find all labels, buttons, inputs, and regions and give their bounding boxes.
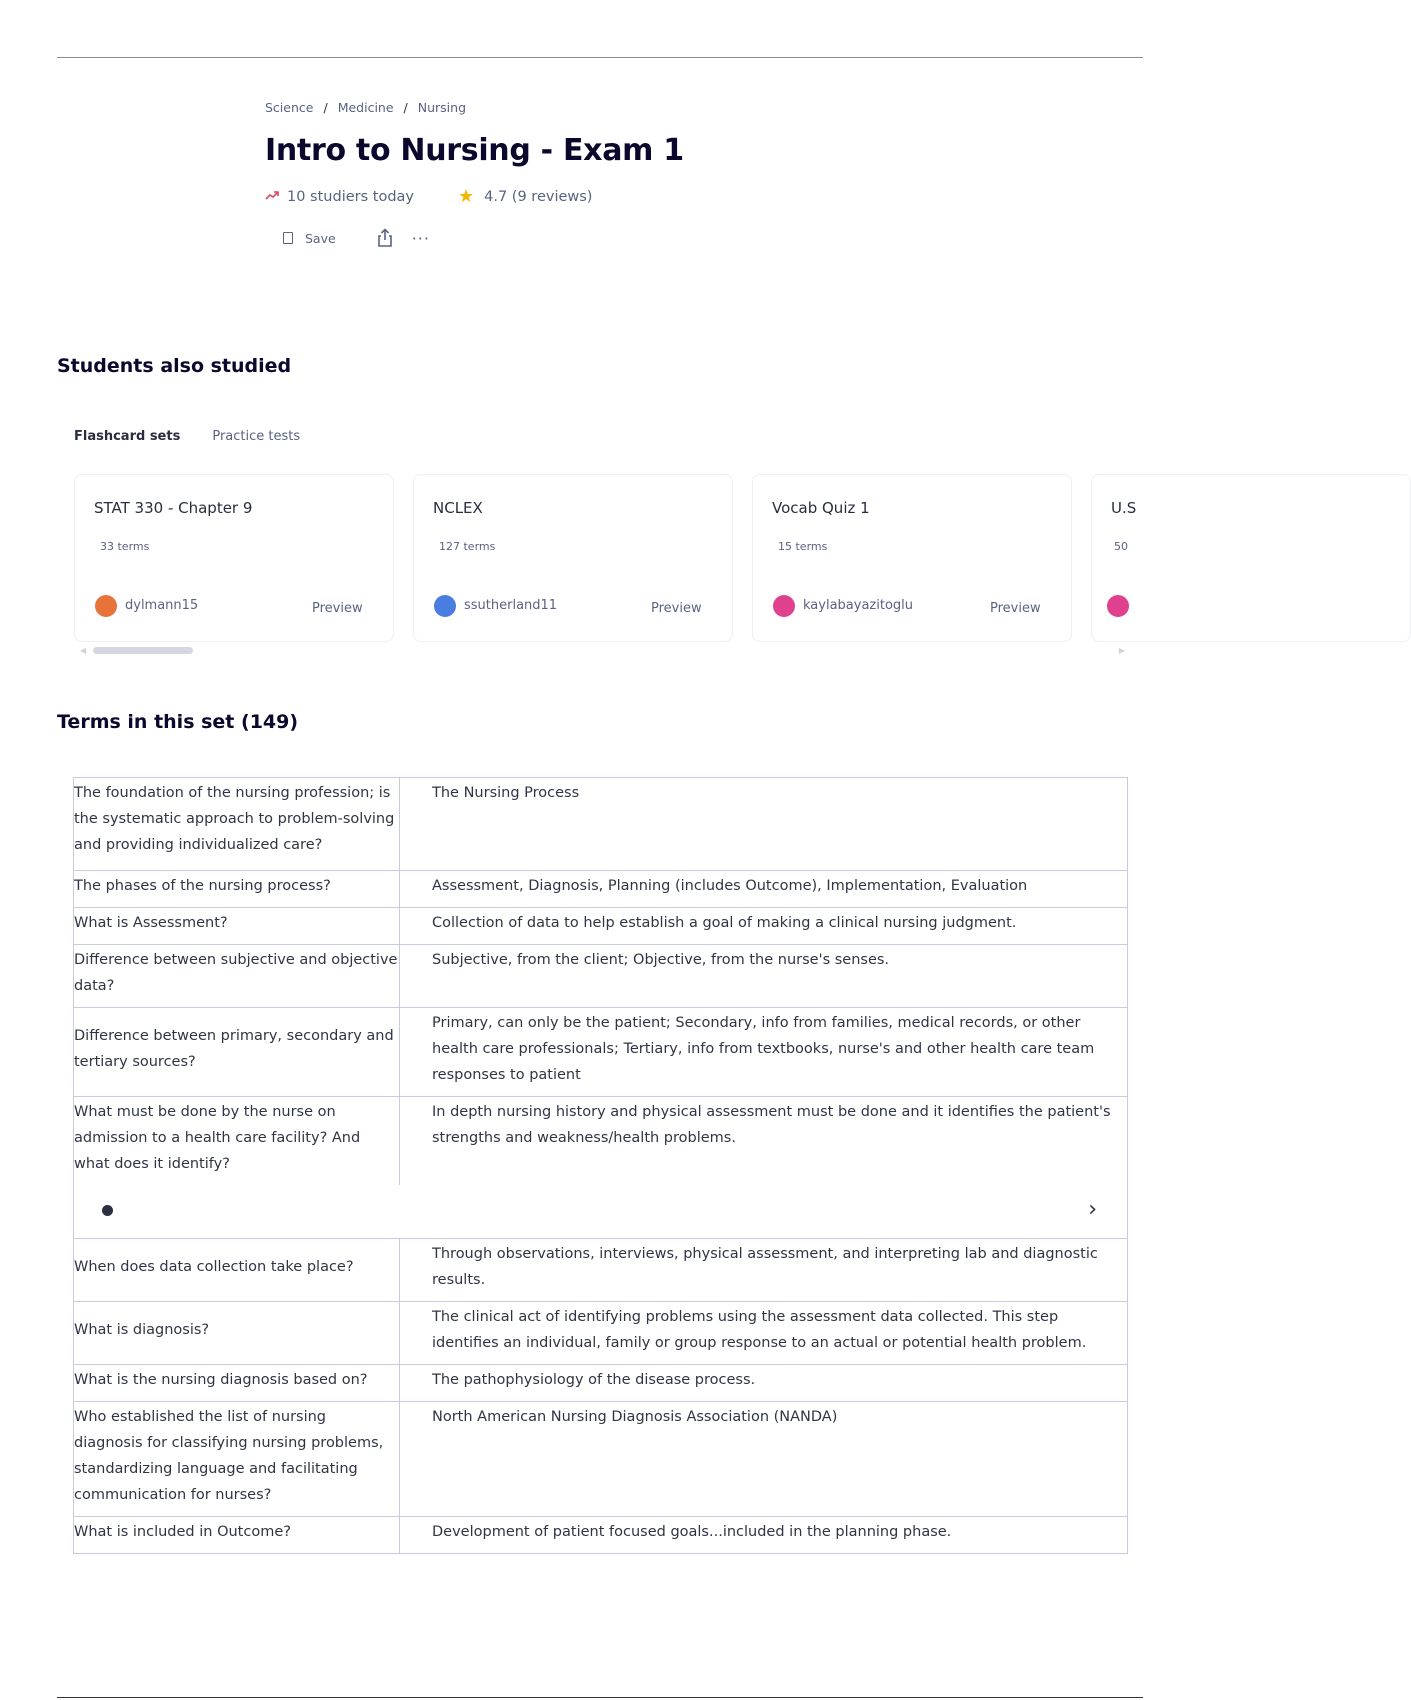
more-options-button[interactable]: ··· (411, 228, 430, 248)
term-cell: What is diagnosis? (74, 1302, 400, 1365)
breadcrumb (265, 100, 684, 115)
table-row (74, 871, 1128, 908)
term-cell: What is Assessment? (74, 908, 400, 945)
card-term-count: 33 terms (100, 540, 150, 553)
definition-cell: The clinical act of identifying problems using the assessment data collected. This step identifies an individual, family or group response to an actual or potential health problem. (400, 1302, 1128, 1365)
definition-cell: Through observations, interviews, physical assessment, and interpreting lab and diagnostic results. (400, 1239, 1128, 1302)
definition-cell: Development of patient focused goals...included in the planning phase. (400, 1517, 1128, 1554)
scroll-left-icon[interactable]: ◀ (80, 646, 87, 655)
set-header (265, 100, 684, 249)
table-row (74, 1008, 1128, 1097)
table-nav-row (74, 1185, 1128, 1239)
table-row (74, 945, 1128, 1008)
bottom-divider (57, 1697, 1143, 1698)
trending-up-icon (265, 189, 279, 204)
table-row (74, 1302, 1128, 1365)
definition-cell: Assessment, Diagnosis, Planning (includes Outcome), Implementation, Evaluation (400, 871, 1128, 908)
term-cell: What is the nursing diagnosis based on? (74, 1365, 400, 1402)
tab-flashcard-sets[interactable]: Flashcard sets (74, 429, 181, 444)
card-username[interactable]: ssutherland11 (464, 598, 558, 613)
table-row (74, 1365, 1128, 1402)
top-divider (57, 57, 1143, 58)
tab-practice-tests[interactable]: Practice tests (212, 429, 301, 444)
term-cell: The phases of the nursing process? (74, 871, 400, 908)
breadcrumb-medicine[interactable]: Medicine (337, 100, 394, 115)
term-cell: Difference between primary, secondary and tertiary sources? (74, 1008, 400, 1097)
study-tabs (74, 429, 332, 444)
pagination-cell (74, 1185, 1128, 1239)
term-cell: What must be done by the nurse on admission to a health care facility? And what does it identify? (74, 1097, 400, 1186)
scrollbar-thumb[interactable] (93, 647, 193, 654)
definition-cell: Primary, can only be the patient; Secondary, info from families, medical records, or other health care professionals; Tertiary, info from textbooks, nurse's and other health care team responses to patient (400, 1008, 1128, 1097)
definition-cell: In depth nursing history and physical assessment must be done and it identifies the patient's strengths and weakness/health problems. (400, 1097, 1128, 1186)
scroll-right-icon[interactable]: ▶ (1118, 646, 1125, 655)
breadcrumb-science[interactable]: Science (265, 100, 314, 115)
table-row (74, 908, 1128, 945)
card-title: U.S (1111, 499, 1137, 517)
card-title: NCLEX (433, 499, 483, 517)
star-icon: ★ (458, 186, 475, 207)
terms-table (73, 777, 1128, 1554)
studiers-today: 10 studiers today (287, 188, 414, 205)
term-cell: Who established the list of nursing diagnosis for classifying nursing problems, standardizing language and facilitating communication for nurses? (74, 1402, 400, 1517)
breadcrumb-separator: / (323, 100, 328, 115)
related-set-card[interactable] (1091, 474, 1411, 642)
table-row (74, 1402, 1128, 1517)
definition-cell: The pathophysiology of the disease process. (400, 1365, 1128, 1402)
set-meta (265, 186, 684, 207)
preview-button[interactable]: Preview (651, 601, 702, 616)
definition-cell: The Nursing Process (400, 778, 1128, 871)
avatar (1107, 595, 1129, 617)
table-row (74, 1239, 1128, 1302)
term-cell: When does data collection take place? (74, 1239, 400, 1302)
pagination-dot-icon[interactable] (102, 1205, 113, 1216)
carousel-scrollbar[interactable] (80, 646, 1125, 654)
avatar (95, 595, 117, 617)
preview-button[interactable]: Preview (990, 601, 1041, 616)
preview-button[interactable]: Preview (312, 601, 363, 616)
card-term-count: 15 terms (778, 540, 828, 553)
students-also-studied-heading: Students also studied (57, 355, 292, 377)
rating[interactable]: 4.7 (9 reviews) (484, 188, 593, 205)
card-title: STAT 330 - Chapter 9 (94, 499, 253, 517)
table-row (74, 778, 1128, 871)
avatar (773, 595, 795, 617)
card-term-count: 127 terms (439, 540, 496, 553)
terms-heading: Terms in this set (149) (57, 711, 299, 733)
related-sets-carousel (74, 474, 1137, 649)
table-row (74, 1517, 1128, 1554)
related-set-card[interactable] (413, 474, 733, 642)
card-username[interactable]: dylmann15 (125, 598, 199, 613)
share-icon[interactable] (374, 227, 396, 249)
chevron-right-icon[interactable]: › (1088, 1197, 1097, 1222)
avatar (434, 595, 456, 617)
set-actions (283, 227, 684, 249)
related-set-card[interactable] (74, 474, 394, 642)
term-cell: Difference between subjective and objective data? (74, 945, 400, 1008)
breadcrumb-separator: / (403, 100, 408, 115)
definition-cell: Subjective, from the client; Objective, from the nurse's senses. (400, 945, 1128, 1008)
save-button[interactable]: Save (305, 230, 336, 246)
bookmark-icon (283, 232, 293, 244)
breadcrumb-nursing[interactable]: Nursing (417, 100, 467, 115)
related-set-card[interactable] (752, 474, 1072, 642)
page-title: Intro to Nursing - Exam 1 (265, 133, 684, 168)
definition-cell: North American Nursing Diagnosis Association (NANDA) (400, 1402, 1128, 1517)
card-username[interactable]: kaylabayazitoglu (803, 598, 914, 613)
table-row (74, 1097, 1128, 1186)
definition-cell: Collection of data to help establish a goal of making a clinical nursing judgment. (400, 908, 1128, 945)
term-cell: The foundation of the nursing profession; is the systematic approach to problem-solving and providing individualized care? (74, 778, 400, 871)
term-cell: What is included in Outcome? (74, 1517, 400, 1554)
card-term-count: 50 (1114, 540, 1128, 553)
card-title: Vocab Quiz 1 (772, 499, 870, 517)
